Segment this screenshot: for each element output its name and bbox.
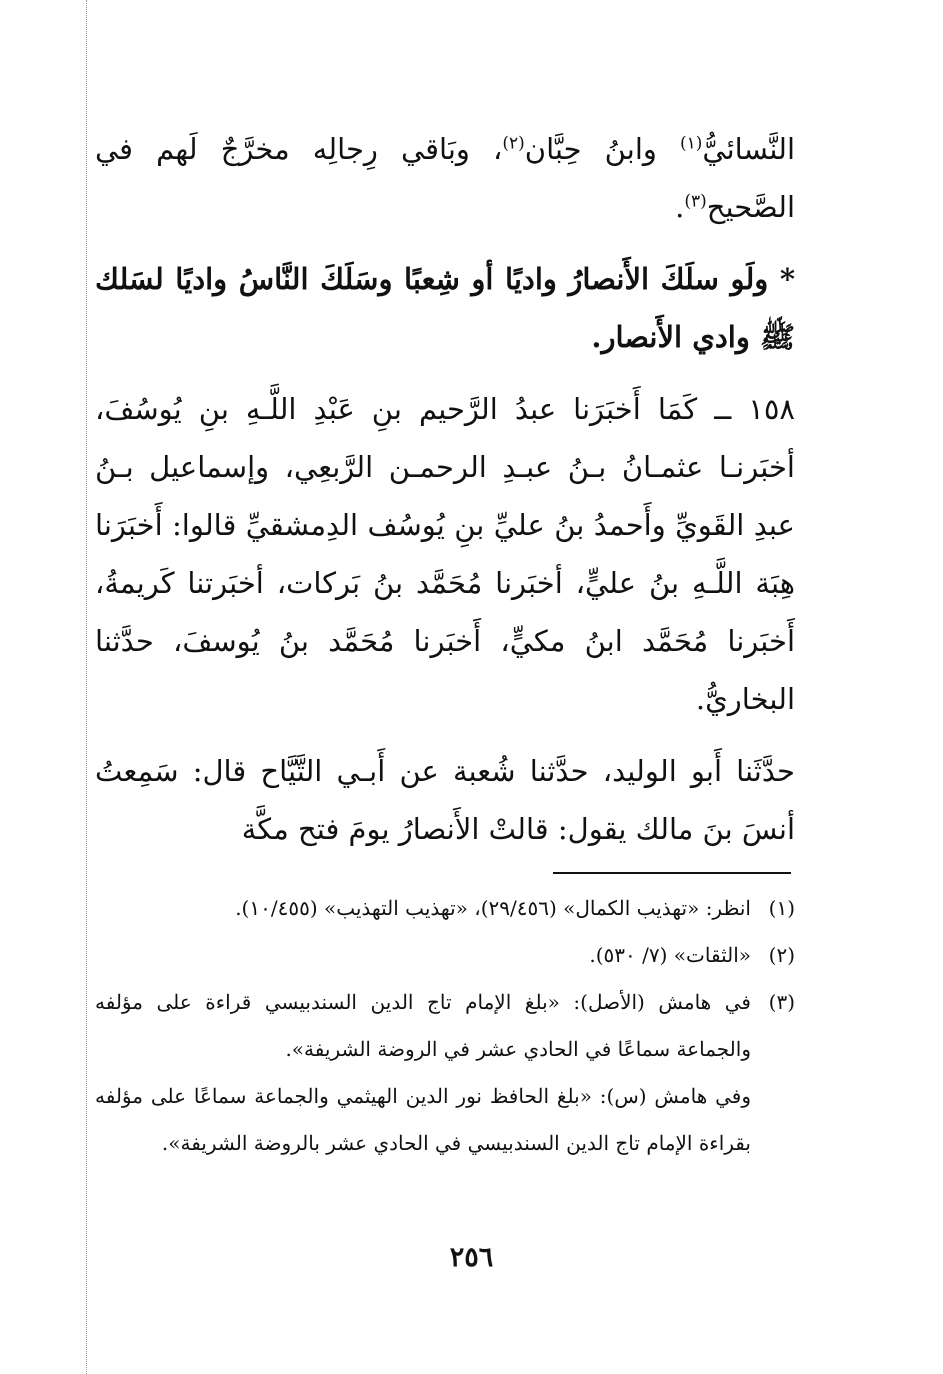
footnote-reference[interactable]: (١) — [679, 133, 703, 154]
scan-edge-line — [86, 0, 87, 1374]
footnote-3 — [95, 979, 795, 1167]
footnote-reference[interactable]: (٢) — [502, 133, 525, 154]
paragraph-1: النَّسائيُّ$^{(١)}$ وابنُ حِبَّان$^{(٢)}$، وبَاقي رِجالِه مخرَّجٌ لَهم في الصَّحيح$^{(٣)}$. — [95, 132, 795, 224]
footnote-separator — [553, 872, 791, 874]
footnote-number: (٢) — [768, 943, 795, 967]
footnote-number: (٣) — [768, 990, 795, 1014]
paragraph-2-heading: * ولَو سلَكَ الأَنصارُ واديًا أو شِعبًا وسَلَكَ النَّاسُ واديًا لسَلك ﷺ وادي الأَنصار. — [95, 262, 795, 354]
footnote-text: «الثقات» (٧/ ٥٣٠). — [589, 943, 751, 967]
footnote-text: وفي هامش (س): «بلغ الحافظ نور الدين الهيثمي والجماعة سماعًا على مؤلفه بقراءة الإمام تاج الدين السندبيسي في الحادي عشر بالروضة الشريفة». — [95, 1084, 751, 1155]
footnote-2 — [95, 932, 795, 979]
page-number: ٢٥٦ — [449, 1242, 494, 1273]
paragraph-4-hadith: حدَّثَنا أَبو الوليد، حدَّثنا شُعبة عن أَبـي التَّيَّاح قال: سَمِعتُ أنسَ بنَ مالك يقول: قالتْ الأَنصارُ يومَ فتح مكَّة — [95, 754, 795, 846]
footnote-text: انظر: «تهذيب الكمال» (٢٩/٤٥٦)، «تهذيب التهذيب» (١٠/٤٥٥). — [235, 896, 751, 920]
footnote-number: (١) — [768, 896, 795, 920]
footnote-reference[interactable]: (٣) — [684, 191, 707, 212]
main-text — [95, 120, 795, 872]
footnote-1 — [95, 885, 795, 932]
paragraph-3-isnad: ١٥٨ ــ كَمَا أَخبَرَنا عبدُ الرَّحيم بنِ عَبْدِ اللَّـهِ بنِ يُوسُفَ، أخبَرنـا عثمـانُ بـنُ عبـدِ الرحمـن الرَّبعِي، وإسماعيل بـنُ عبدِ القَويِّ وأَحمدُ بنُ عليِّ بنِ يُوسُف الدِمشقيِّ قالوا: أَخبَرَنا هِبَة اللَّـهِ بنُ عليٍّ، أخبَرنا مُحَمَّد بنُ بَركات، أخبَرتنا كَريمةُ، أَخبَرنا مُحَمَّد ابنُ مكيٍّ، أَخبَرنا مُحَمَّد بنُ يُوسفَ، حدَّثنا البخاريُّ. — [95, 392, 795, 716]
footnotes — [95, 885, 795, 1167]
footnote-text: في هامش (الأصل): «بلغ الإمام تاج الدين السندبيسي قراءة على مؤلفه والجماعة سماعًا في الحادي عشر في الروضة الشريفة». — [95, 990, 751, 1061]
